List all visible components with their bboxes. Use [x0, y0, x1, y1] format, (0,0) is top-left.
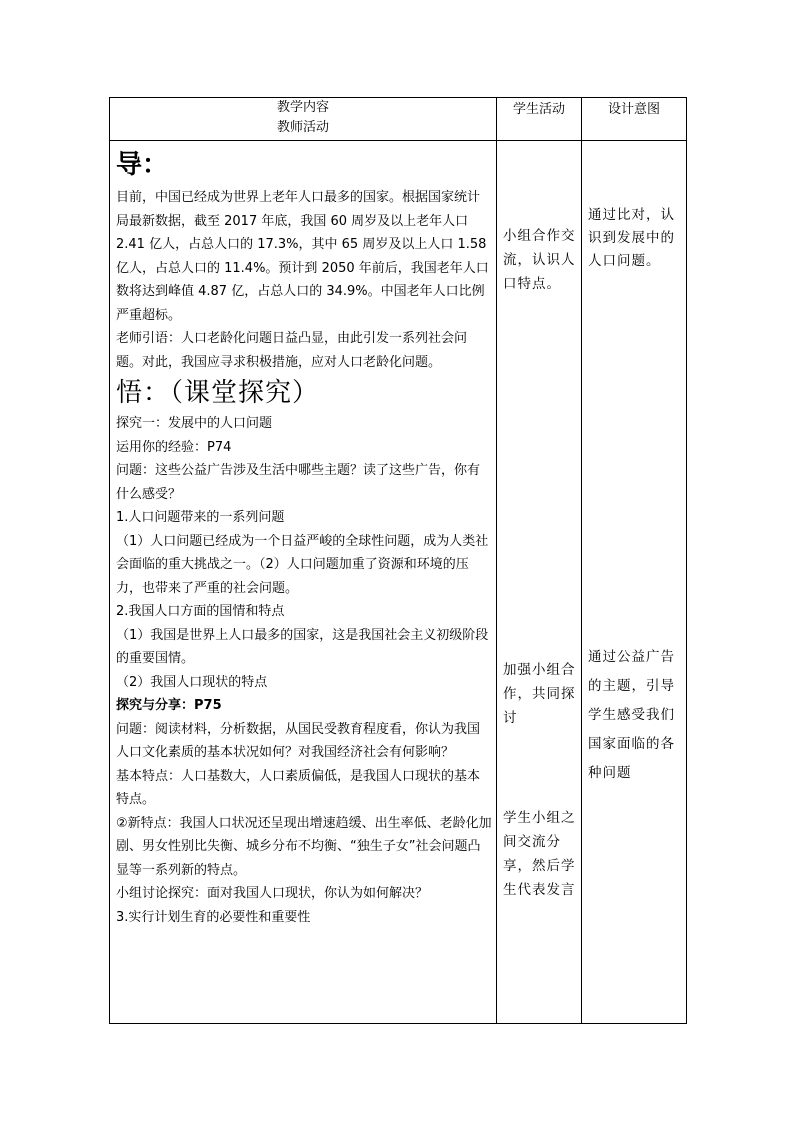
point3-title: 3.实行计划生育的必要性和重要性	[116, 909, 311, 925]
basic-features: 基本特点：人口基数大，人口素质偏低，是我国人口现状的基本特点。	[116, 768, 481, 807]
point1-detail: （1）人口问题已经成为一个日益严峻的全球性问题，成为人类社会面临的重大挑战之一。（2）人口问题加重了资源和环境的压力，也带来了严重的社会问题。	[116, 533, 489, 596]
header-design-intent: 设计意图	[582, 98, 687, 141]
wu-heading: 悟：（课堂探究）	[116, 378, 320, 408]
explore-share-title: 探究与分享：P75	[116, 698, 222, 713]
point2-item2: （2）我国人口现状的特点	[116, 674, 268, 690]
explore1-title: 探究一：发展中的人口问题	[116, 416, 273, 431]
use-experience: 运用你的经验：P74	[116, 439, 232, 455]
table-header-row	[110, 98, 687, 141]
lesson-plan-table	[109, 97, 687, 1024]
header-student-activity: 学生活动	[497, 98, 582, 141]
question2: 问题：阅读材料，分析数据，从国民受教育程度看，你认为我国人口文化素质的基本状况如何？对我国经济社会有何影响？	[116, 721, 481, 760]
point2-item1: （1）我国是世界上人口最多的国家，这是我国社会主义初级阶段的重要国情。	[116, 627, 489, 666]
teacher-quote: 老师引语：人口老龄化问题日益凸显，由此引发一系列社会问题。对此，我国应寻求积极措施，应对人口老龄化问题。	[116, 331, 468, 370]
design-intent-1: 通过比对，认识到发展中的人口问题。	[588, 207, 675, 269]
design-intent-2: 通过公益广告的主题，引导学生感受我们国家面临的各种问题	[588, 649, 675, 781]
new-features: ②新特点：我国人口状况还呈现出增速趋缓、出生率低、老龄化加剧、男女性别比失衡、城乡分布不均衡、“独生子女”社会问题凸显等一系列新的特点。	[116, 815, 492, 878]
student-activity-cell	[497, 141, 582, 1024]
question1: 问题：这些公益广告涉及生活中哪些主题？读了这些广告，你有什么感受？	[116, 463, 481, 502]
header-teaching-content-label: 教学内容	[276, 100, 329, 115]
student-activity-2: 加强小组合作，共同探讨	[503, 662, 576, 726]
group-discussion: 小组讨论探究：面对我国人口现状，你认为如何解决？	[116, 886, 429, 901]
header-teaching-content	[110, 98, 497, 141]
header-teacher-activity-label: 教师活动	[276, 120, 329, 135]
point1-title: 1.人口问题带来的一系列问题	[116, 510, 285, 525]
point2-title: 2.我国人口方面的国情和特点	[116, 604, 285, 619]
dao-heading: 导：	[116, 150, 169, 180]
design-intent-cell	[582, 141, 687, 1024]
teaching-content-cell	[110, 141, 497, 1024]
student-activity-1: 小组合作交流，认识人口特点。	[503, 228, 576, 292]
student-activity-3: 学生小组之间交流分享，然后学生代表发言	[503, 810, 576, 898]
table-body-row	[110, 141, 687, 1024]
intro-paragraph: 目前，中国已经成为世界上老年人口最多的国家。根据国家统计局最新数据，截至 2017 年底，我国 60 周岁及以上老年人口 2.41 亿人，占总人口的 17.3%，其中 65 周岁及以上人口 1.58 亿人，占总人口的 11.4%。预计到 2050 年前后，我国老年人口数将达到峰值 4.87 亿，占总人口的 34.9%。中国老年人口比例严重超标。	[116, 190, 489, 323]
